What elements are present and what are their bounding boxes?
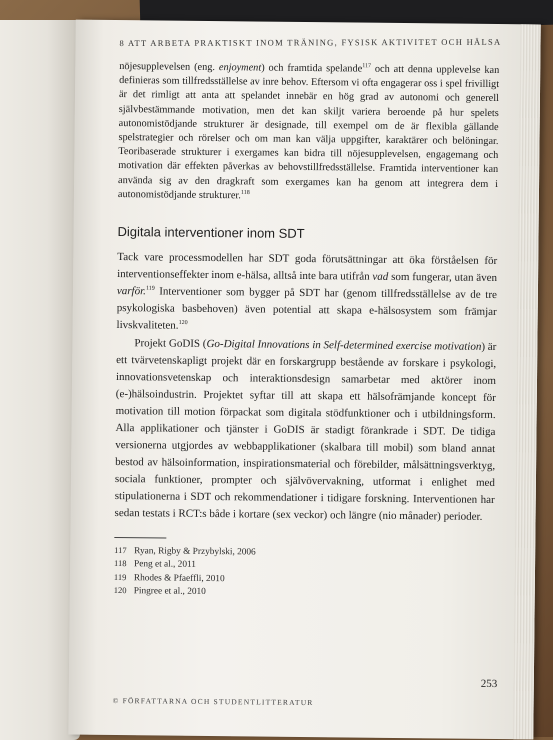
footnote-ref: 118 <box>240 189 250 196</box>
footnote: 118 Peng et al., 2011 <box>114 558 196 570</box>
book-page <box>68 20 540 740</box>
top-paragraph: nöjesupplevelsen (eng. enjoyment) och framtida spelande$^{117}$ och att denna upplevelse kan definieras som tillfredsställelse av inre behov. Eftersom vi ofta engagerar oss i spel frivilligt är det rimligt att anta att spelandet innebär en hög grad av autonomi och generell självbestämmande motivation, men det kan skiljt variera beroende på hur spelets autonomistödjande strukturer är designade, till exempel om de är flexibla gällande spelstrategier och rörelser och om man kan välja uppgifter, karaktärer och belöningar. Teoribaserade strukturer i exergames kan bidra till nöjesupplevelsen, engagemang och motivation där effekten påverkas av behovstillfredsställelse. Framtida interventioner kan använda sig av den dragkraft som exergames kan ha genom att integrera dem i autonomistödjande strukturer.$^{118}$ <box>117 61 500 202</box>
page-content <box>114 38 500 601</box>
footnote-ref: 119 <box>145 285 155 292</box>
paragraph-2: Projekt GoDIS (Go-Digital Innovations in Self-determined exercise motivation) är ett tvärvetenskapligt projekt där en forskargrupp bestående av forskare i psykologi, innovationsvetenskap och interaktionsdesign samarbetar med aktörer inom (e-)hälsoindustrin. Projektet syftar till att skapa ett hälsofrämjande koncept för motivation till motion förpackat som digitala stödfunktioner och i utbildningsform. Alla applikationer och tjänster i GoDIS är stadigt förankrade i SDT. De tidiga versionerna utgjordes av webbapplikationer (skalbara till mobil) som bland annat bestod av hälsoinformation, inspirationsmaterial och förebilder, målsättningsverktyg, sociala funktioner, prompter och självövervakning, utformat i enlighet med stipulationerna i SDT och rekommendationer i tidigare forskning. Interventionen har sedan testats i RCT:s både i kortare (sex veckor) och längre (nio månader) perioder. <box>114 336 497 524</box>
copyright-footer: © FÖRFATTARNA OCH STUDENTLITTERATUR <box>112 696 314 708</box>
footnote-ref: 120 <box>178 320 188 327</box>
left-page <box>0 20 80 740</box>
footnotes <box>114 544 495 602</box>
footnote: 117 Ryan, Rigby & Przybylski, 2006 <box>114 544 256 558</box>
section-heading: Digitala interventioner inom SDT <box>117 224 305 242</box>
footnote: 120 Pingree et al., 2010 <box>113 585 206 598</box>
footnote: 119 Rhodes & Pfaeffli, 2010 <box>113 571 225 584</box>
footnote-divider <box>114 537 166 539</box>
page-number: 253 <box>480 677 498 691</box>
footnote-ref: 117 <box>362 63 372 70</box>
paragraph-1: Tack vare processmodellen har SDT goda förutsättningar att öka förståelsen för interventionseffekter inom e-hälsa, alltså inte bara utifrån vad som fungerar, utan även varför.$^{119}$ Interventioner som bygger på SDT har (genom tillfredsställelse av de tre psykologiska basbehoven) även potential att skapa e-hälsosystem som främjar livskvaliteten.$^{120}$ <box>116 251 498 333</box>
running-head: 8 ATT ARBETA PRAKTISKT INOM TRÄNING, FYSISK AKTIVITET OCH HÄLSA <box>119 36 502 49</box>
